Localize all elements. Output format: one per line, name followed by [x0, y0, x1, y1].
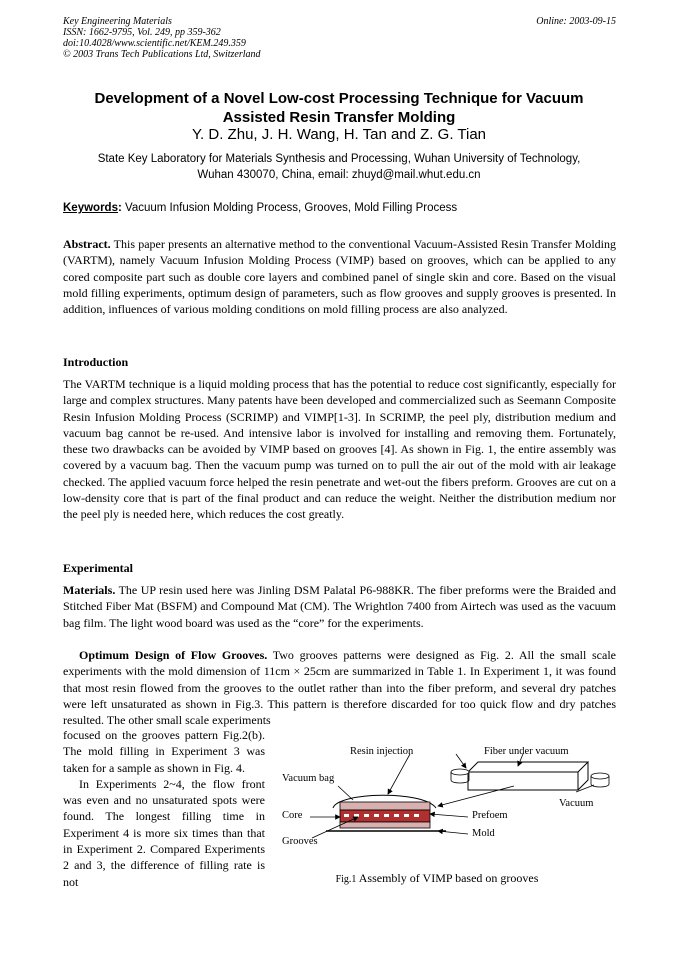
- optimum-text: Two grooves patterns were designed as Fig. 2. All the small scale experiments with the mold dimension of 11cm × 25cm are summarized in Table 1. In Experiment 1, it was found that most resin flowed from the grooves to the outlet rather than into the fiber preform, and several dry patches were left unsaturated as shown in Fig.3. This pattern is therefore discarded for too quick flow and dry patches resulted. The other small scale experiments: [63, 648, 616, 728]
- materials-text: The UP resin used here was Jinling DSM Palatal P6-988KR. The fiber preforms were the Braided and Stitched Fiber Mat (BSFM) and Compound Mat (CM). The Wrightlon 7400 from Airtech was used as the vacuum bag film. The light wood board was used as the “core” for the experiments.: [63, 583, 616, 630]
- keywords: [63, 201, 616, 216]
- label-resin-injection: Resin injection: [350, 746, 414, 757]
- experimental-heading: Experimental: [63, 561, 133, 575]
- label-vacuum-bag: Vacuum bag: [282, 773, 335, 784]
- label-mold: Mold: [472, 828, 495, 839]
- left-column: [63, 727, 265, 890]
- abstract-label: Abstract.: [63, 237, 111, 251]
- label-fiber-under-vacuum: Fiber under vacuum: [484, 746, 569, 757]
- keywords-text: Vacuum Infusion Molding Process, Grooves, Mold Filling Process: [121, 202, 458, 214]
- keywords-colon: :: [117, 202, 122, 214]
- materials-paragraph: [63, 582, 616, 631]
- title-line-2: Assisted Resin Transfer Molding: [222, 109, 456, 126]
- resin-pot: [451, 769, 469, 775]
- figure-1: [278, 740, 618, 890]
- journal-header: [63, 16, 616, 60]
- materials-label: Materials.: [63, 583, 116, 597]
- label-prefoem: Prefoem: [472, 810, 508, 821]
- mold-box-3d: [468, 762, 588, 790]
- introduction-heading: Introduction: [63, 355, 129, 369]
- copyright-line: © 2003 Trans Tech Publications Ltd, Switzerland: [63, 49, 261, 60]
- affiliation: [40, 151, 638, 183]
- abstract-text: This paper presents an alternative method to the conventional Vacuum-Assisted Resin Transfer Molding (VARTM), namely Vacuum Infusion Molding Process (VIMP) based on grooves, which can be applied to any cored composite part such as double core layers and combined panel of single skin and core. Based on the visual mold filling experiments, optimum design of parameters, such as flow grooves and supply grooves is presented. In addition, influences of various molding conditions on mold filling process are also analyzed.: [63, 237, 616, 317]
- issn-line: ISSN: 1662-9795, Vol. 249, pp 359-362: [63, 27, 221, 38]
- column-text-1: focused on the grooves pattern Fig.2(b). The mold filling in Experiment 3 was taken for a sample as shown in Fig. 4.: [63, 728, 265, 775]
- keywords-label: Keywords: [63, 202, 118, 214]
- label-vacuum: Vacuum: [559, 798, 594, 809]
- affiliation-line-1: State Key Laboratory for Materials Synthesis and Processing, Wuhan University of Technology,: [97, 153, 581, 165]
- abstract: [63, 236, 616, 317]
- journal-name: Key Engineering Materials: [63, 16, 172, 27]
- optimum-label: Optimum Design of Flow Grooves.: [79, 648, 268, 662]
- label-grooves: Grooves: [282, 836, 318, 847]
- lower-preform-layer: [340, 822, 430, 828]
- authors: Y. D. Zhu, J. H. Wang, H. Tan and Z. G. Tian: [191, 126, 487, 143]
- online-date: Online: 2003-09-15: [536, 16, 616, 27]
- optimum-paragraph: [63, 647, 616, 728]
- title-line-1: Development of a Novel Low-cost Processing Technique for Vacuum: [94, 90, 584, 107]
- paper-title: [40, 89, 638, 127]
- caption-text: Assembly of VIMP based on grooves: [356, 871, 539, 885]
- preform-layer: [340, 802, 430, 810]
- caption-prefix: Fig.1: [335, 874, 357, 885]
- label-core: Core: [282, 810, 303, 821]
- column-text-2: In Experiments 2~4, the flow front was even and no unsaturated spots were found. The longest filling time in Experiment 4 is more six times than that in Experiment 2. Compared Experiments 2 and 3, the difference of filling rate is not: [63, 776, 265, 889]
- figure-1-caption: [278, 871, 596, 887]
- affiliation-line-2: Wuhan 430070, China, email: zhuyd@mail.whut.edu.cn: [197, 169, 481, 181]
- doi-line: doi:10.4028/www.scientific.net/KEM.249.359: [63, 38, 246, 49]
- introduction-text: The VARTM technique is a liquid molding process that has the potential to reduce cost significantly, especially for large and complex structures. Many patents have been developed and commercialized such as Seemann Composite Resin Infusion Molding Process (SCRIMP) and VIMP[1-3]. In SCRIMP, the peel ply, distribution medium and vacuum bag cannot be re-used. And intensive labor is involved for installing and removing them. Fortunately, these two drawbacks can be avoided by VIMP based on grooves [4]. As shown in Fig. 1, the entire assembly was covered by a vacuum bag. Then the vacuum pump was turned on to pull the air out of the mold with air leakage checked. The applied vacuum force helped the resin penetrate and wet-out the fibers preform. Grooves are cut on a low-density core that is part of the final product and can reduce the weight. Neither the distribution medium nor the peel ply is needed here, which reduces the cost greatly.: [63, 377, 616, 522]
- vacuum-pot: [591, 773, 609, 779]
